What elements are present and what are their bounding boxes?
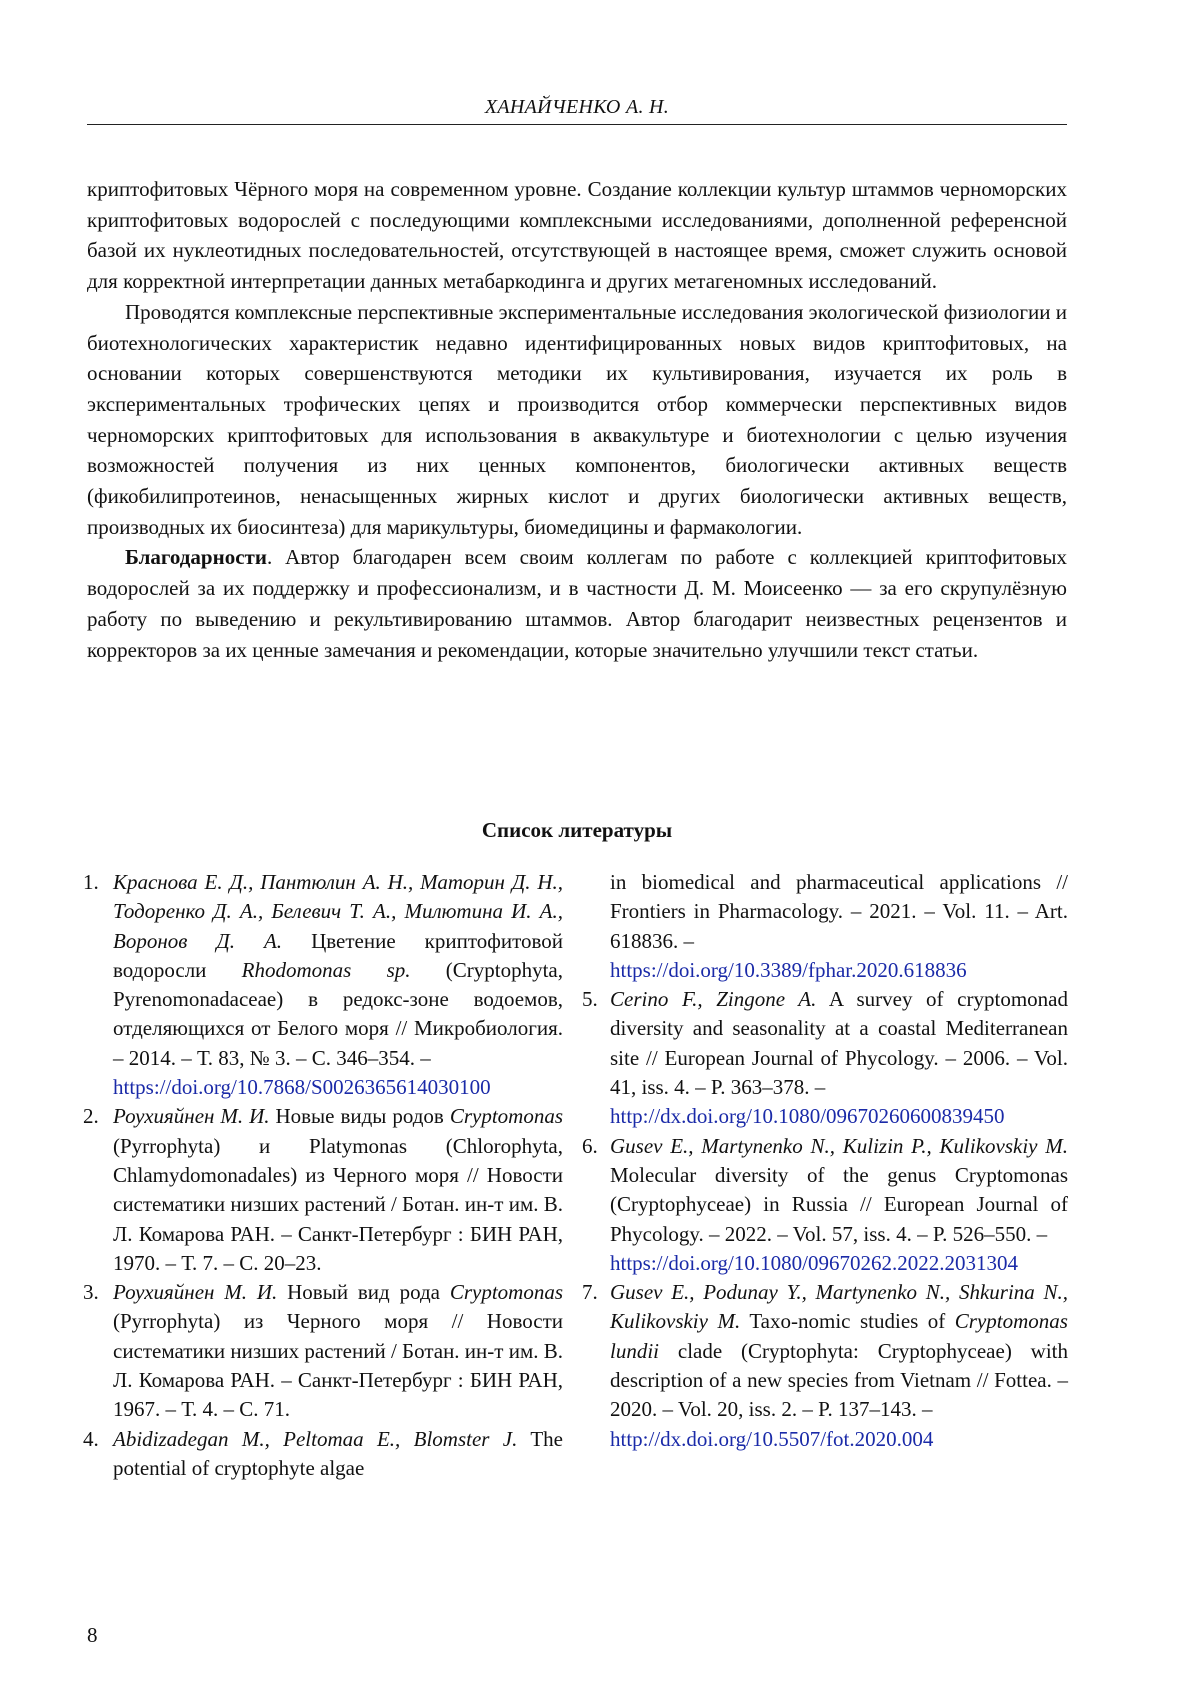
- reference-number: 7.: [582, 1280, 598, 1305]
- header-rule: [87, 124, 1067, 125]
- reference-text: The potential of cryptophyte algae: [113, 1426, 563, 1480]
- reference-doi-link[interactable]: https://doi.org/10.7868/S0026365614030100: [113, 1075, 491, 1100]
- reference-species: Cryptomonas: [449, 1104, 563, 1129]
- reference-doi-link[interactable]: https://doi.org/10.3389/fphar.2020.618836: [610, 957, 967, 982]
- reference-item-4: [83, 1425, 563, 1484]
- reference-text: Taxo-nomic studies of: [740, 1309, 955, 1334]
- references-column-left: [83, 868, 564, 1483]
- reference-text: Новые виды родов: [269, 1104, 450, 1129]
- reference-item-1: [83, 868, 563, 1102]
- reference-item-4-continued: [584, 868, 1068, 985]
- reference-species: Cryptomonas lundii: [610, 1309, 1068, 1363]
- reference-number: 4.: [83, 1426, 99, 1451]
- reference-number: 1.: [83, 870, 99, 894]
- reference-item-3: [83, 1278, 564, 1424]
- page-number: 8: [87, 1623, 98, 1647]
- reference-authors: Краснова Е. Д., Пантюлин А. Н., Маторин Д. Н., Тодоренко Д. А., Белевич Т. А., Милютина И. А., Воронов Д. А.: [113, 870, 563, 953]
- reference-text: (Cryptophyta, Pyrenomonadaceae) в редокс-зоне водоемов, отделяющихся от Белого моря // Микробиология. – 2014. – Т. 83, № 3. – С. 346–354. –: [113, 957, 563, 1070]
- reference-text: Новый вид рода: [277, 1280, 450, 1305]
- references-title: Список литературы: [481, 818, 673, 842]
- body-paragraph-1: криптофитовых Чёрного моря на современном уровне. Создание коллекции культур штаммов черноморских криптофитовых водорослей с последующими комплексными исследованиями, дополненной референсной базой их нуклеотидных последовательностей, отсутствующей в настоящее время, сможет служить основой для корректной интерпретации данных метабаркодинга и других метагеномных исследований.: [87, 177, 1067, 294]
- article-body: [87, 174, 1067, 665]
- reference-text: A survey of cryptomonad diversity and seasonality at a coastal Mediterranean site // European Journal of Phycology. – 2006. – Vol. 41, iss. 4. – P. 363–378. –: [610, 987, 1068, 1100]
- reference-text: clade (Cryptophyta: Cryptophyceae) with description of a new species from Vietnam // Fottea. – 2020. – Vol. 20, iss. 2. – P. 137–143. –: [610, 1338, 1068, 1422]
- reference-doi-link[interactable]: http://dx.doi.org/10.1080/09670260600839450: [610, 1104, 1005, 1129]
- reference-authors: Роухияйнен М. И.: [113, 1104, 270, 1129]
- reference-text: Цветение криптофитовой водоросли: [113, 928, 563, 982]
- reference-number: 3.: [83, 1280, 99, 1305]
- reference-species: Rhodomonas sp.: [241, 957, 411, 982]
- acknowledgements-paragraph: [87, 542, 1067, 665]
- reference-text: Molecular diversity of the genus Cryptomonas (Cryptophyceae) in Russia // European Journal of Phycology. – 2022. – Vol. 57, iss. 4. – P. 526–550. –: [610, 1162, 1068, 1246]
- reference-item-5: [584, 985, 1068, 1131]
- acknowledgements-label: Благодарности: [125, 545, 267, 570]
- reference-doi-link[interactable]: http://dx.doi.org/10.5507/fot.2020.004: [610, 1426, 934, 1451]
- body-paragraph-2: Проводятся комплексные перспективные экспериментальные исследования экологической физиологии и биотехнологических характеристик недавно идентифицированных новых видов криптофитовых, на основании которых совершенствуются методики их культивирования, изучается их роль в экспериментальных трофических цепях и производится отбор коммерчески перспективных видов черноморских криптофитовых для использования в аквакультуре и биотехнологии с целью изучения возможностей получения из них ценных компонентов, биологически активных веществ (фикобилипротеинов, ненасыщенных жирных кислот и других биологически активных веществ, производных их биосинтеза) для марикультуры, биомедицины и фармакологии.: [87, 299, 1067, 539]
- reference-text: in biomedical and pharmaceutical applications // Frontiers in Pharmacology. – 2021. – Vol. 11. – Art. 618836. –: [610, 870, 1068, 953]
- reference-item-6: [584, 1132, 1068, 1278]
- reference-authors: Abidizadegan M., Peltomaa E., Blomster J.: [113, 1426, 518, 1451]
- reference-species: Cryptomonas: [449, 1280, 564, 1305]
- reference-authors: Cerino F., Zingone A.: [610, 987, 817, 1012]
- reference-number: 6.: [582, 1133, 598, 1158]
- running-title: ХАНАЙЧЕНКО А. Н.: [484, 96, 670, 118]
- reference-authors: Gusev E., Podunay Y., Martynenko N., Shkurina N., Kulikovskiy M.: [610, 1280, 1068, 1334]
- reference-item-7: [584, 1278, 1068, 1454]
- reference-text: (Pyrrophyta) и Platymonas (Chlorophyta, Chlamydomonadales) из Черного моря // Новости систематики низших растений / Ботан. ин-т им. В. Л. Комарова РАН. – Санкт-Петербург : БИН РАН, 1970. – Т. 7. – С. 20–23.: [113, 1133, 563, 1275]
- acknowledgements-text: . Автор благодарен всем своим коллегам по работе с коллекцией криптофитовых водорослей за их поддержку и профессионализм, и в частности Д. М. Моисеенко — за его скрупулёзную работу по выведению и рекультивированию штаммов. Автор благодарит неизвестных рецензентов и корректоров за их ценные замечания и рекомендации, которые значительно улучшили текст статьи.: [87, 545, 1067, 662]
- reference-authors: Gusev E., Martynenko N., Kulizin P., Kulikovskiy M.: [610, 1133, 1068, 1158]
- references-column-right: [584, 868, 1068, 1454]
- reference-number: 2.: [83, 1104, 99, 1129]
- reference-number: 5.: [582, 987, 598, 1012]
- reference-text: (Pyrrophyta) из Черного моря // Новости систематики низших растений / Ботан. ин-т им. В. Л. Комарова РАН. – Санкт-Петербург : БИН РАН, 1967. – Т. 4. – С. 71.: [113, 1309, 563, 1422]
- reference-item-2: [83, 1102, 563, 1278]
- reference-authors: Роухияйнен М. И.: [113, 1280, 278, 1305]
- reference-doi-link[interactable]: https://doi.org/10.1080/09670262.2022.2031304: [610, 1250, 1018, 1275]
